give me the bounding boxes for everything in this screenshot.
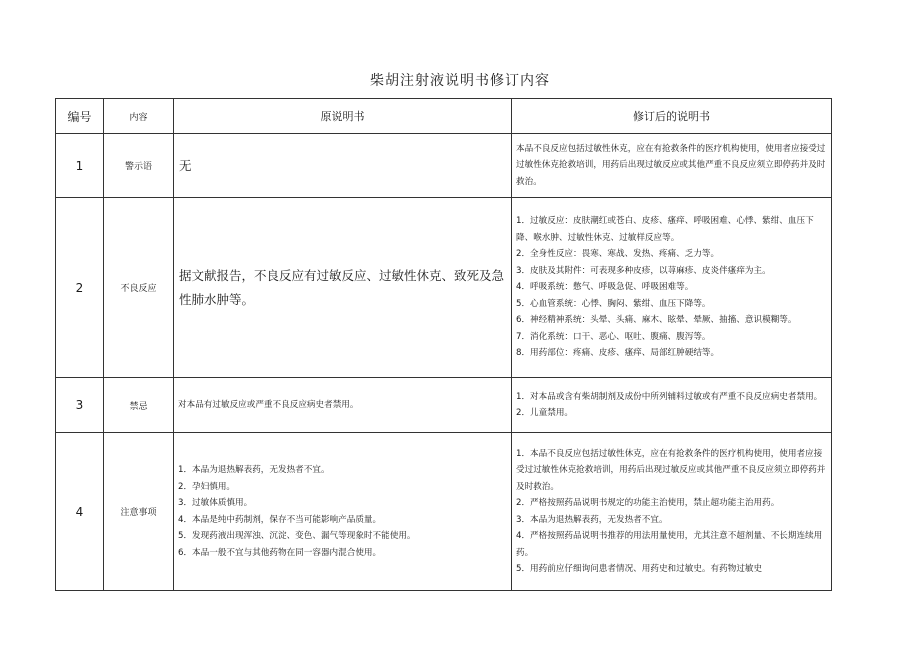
- rev-line: 1．本品不良反应包括过敏性休克，应在有抢救条件的医疗机构使用，使用者应接受过过敏性休克抢救培训，用药后出现过敏反应或其他严重不良反应须立即停药并及时救治。: [516, 448, 826, 492]
- rev-line: 4．严格按照药品说明书推荐的用法用量使用，尤其注意不超剂量、不长期连续用药。: [516, 531, 823, 558]
- orig-line: 3．过敏体质慎用。: [178, 498, 253, 508]
- rev-cell: [512, 134, 832, 198]
- rev-line: 3．皮肤及其附件：可表现多种皮疹，以荨麻疹、皮炎伴瘙痒为主。: [516, 265, 771, 276]
- row-number: 4: [56, 433, 104, 591]
- rev-line: 2．严格按照药品说明书规定的功能主治使用，禁止超功能主治用药。: [516, 498, 780, 508]
- row-item: 不良反应: [104, 198, 174, 378]
- rev-cell: [512, 433, 832, 591]
- rev-cell: [512, 198, 832, 378]
- rev-line: 8．用药部位：疼痛、皮疹、瘙痒、局部红肿硬结等。: [516, 348, 720, 359]
- page-title: 柴胡注射液说明书修订内容: [370, 73, 550, 89]
- table-row: [56, 433, 832, 591]
- orig-text: 对本品有过敏反应或严重不良反应病史者禁用。: [174, 378, 512, 433]
- orig-text: 据文献报告，不良反应有过敏反应、过敏性休克、致死及急性肺水肿等。: [174, 198, 512, 378]
- rev-line: 5．用药前应仔细询问患者情况、用药史和过敏史。有药物过敏史: [516, 564, 763, 574]
- rev-line: 3．本品为退热解表药，无发热者不宜。: [516, 514, 668, 525]
- table-header-row: [56, 99, 832, 134]
- row-item: 禁忌: [104, 378, 174, 433]
- orig-line: 6．本品一般不宜与其他药物在同一容器内混合使用。: [178, 547, 382, 558]
- row-item: 注意事项: [104, 433, 174, 591]
- row-number: 1: [56, 134, 104, 198]
- orig-line: 2．孕妇慎用。: [178, 481, 236, 492]
- rev-line: 2．全身性反应：畏寒、寒战、发热、疼痛、乏力等。: [516, 249, 720, 260]
- rev-line: 1．过敏反应：皮肤潮红或苍白、皮疹、瘙痒、呼吸困难、心悸、紫绀、血压下降、喉水肿、过敏性休克、过敏样反应等。: [516, 216, 814, 243]
- row-number: 3: [56, 378, 104, 433]
- rev-line: 1．对本品或含有柴胡制剂及成份中所列辅料过敏或有严重不良反应病史者禁用。: [516, 391, 823, 402]
- orig-text: 无: [174, 134, 512, 198]
- table-row: [56, 134, 832, 198]
- orig-cell: [174, 433, 512, 591]
- orig-line: 4．本品是纯中药制剂，保存不当可能影响产品质量。: [178, 514, 382, 525]
- revision-table: [55, 98, 832, 591]
- header-item: 内容: [104, 99, 174, 134]
- rev-line: 7．消化系统：口干、恶心、呕吐、腹痛、腹泻等。: [516, 331, 711, 342]
- header-no: 编号: [56, 99, 104, 134]
- table-row: [56, 198, 832, 378]
- row-number: 2: [56, 198, 104, 378]
- orig-line: 5．发现药液出现浑浊、沉淀、变色、漏气等现象时不能使用。: [178, 531, 416, 541]
- rev-line: 2．儿童禁用。: [516, 408, 574, 418]
- rev-line: 5．心血管系统：心悸、胸闷、紫绀、血压下降等。: [516, 298, 711, 309]
- rev-line: 6．神经精神系统：头晕、头痛、麻木、眩晕、晕厥、抽搐、意识模糊等。: [516, 315, 797, 326]
- rev-cell: [512, 378, 832, 433]
- row-item: 警示语: [104, 134, 174, 198]
- header-orig: 原说明书: [174, 99, 512, 134]
- header-rev: 修订后的说明书: [512, 99, 832, 134]
- table-row: [56, 378, 832, 433]
- rev-line: 本品不良反应包括过敏性休克，应在有抢救条件的医疗机构使用，使用者应接受过过敏性休克抢救培训，用药后出现过敏反应或其他严重不良反应须立即停药并及时救治。: [516, 143, 826, 187]
- rev-line: 4．呼吸系统：憋气、呼吸急促、呼吸困难等。: [516, 282, 694, 293]
- orig-line: 1．本品为退热解表药，无发热者不宜。: [178, 465, 330, 475]
